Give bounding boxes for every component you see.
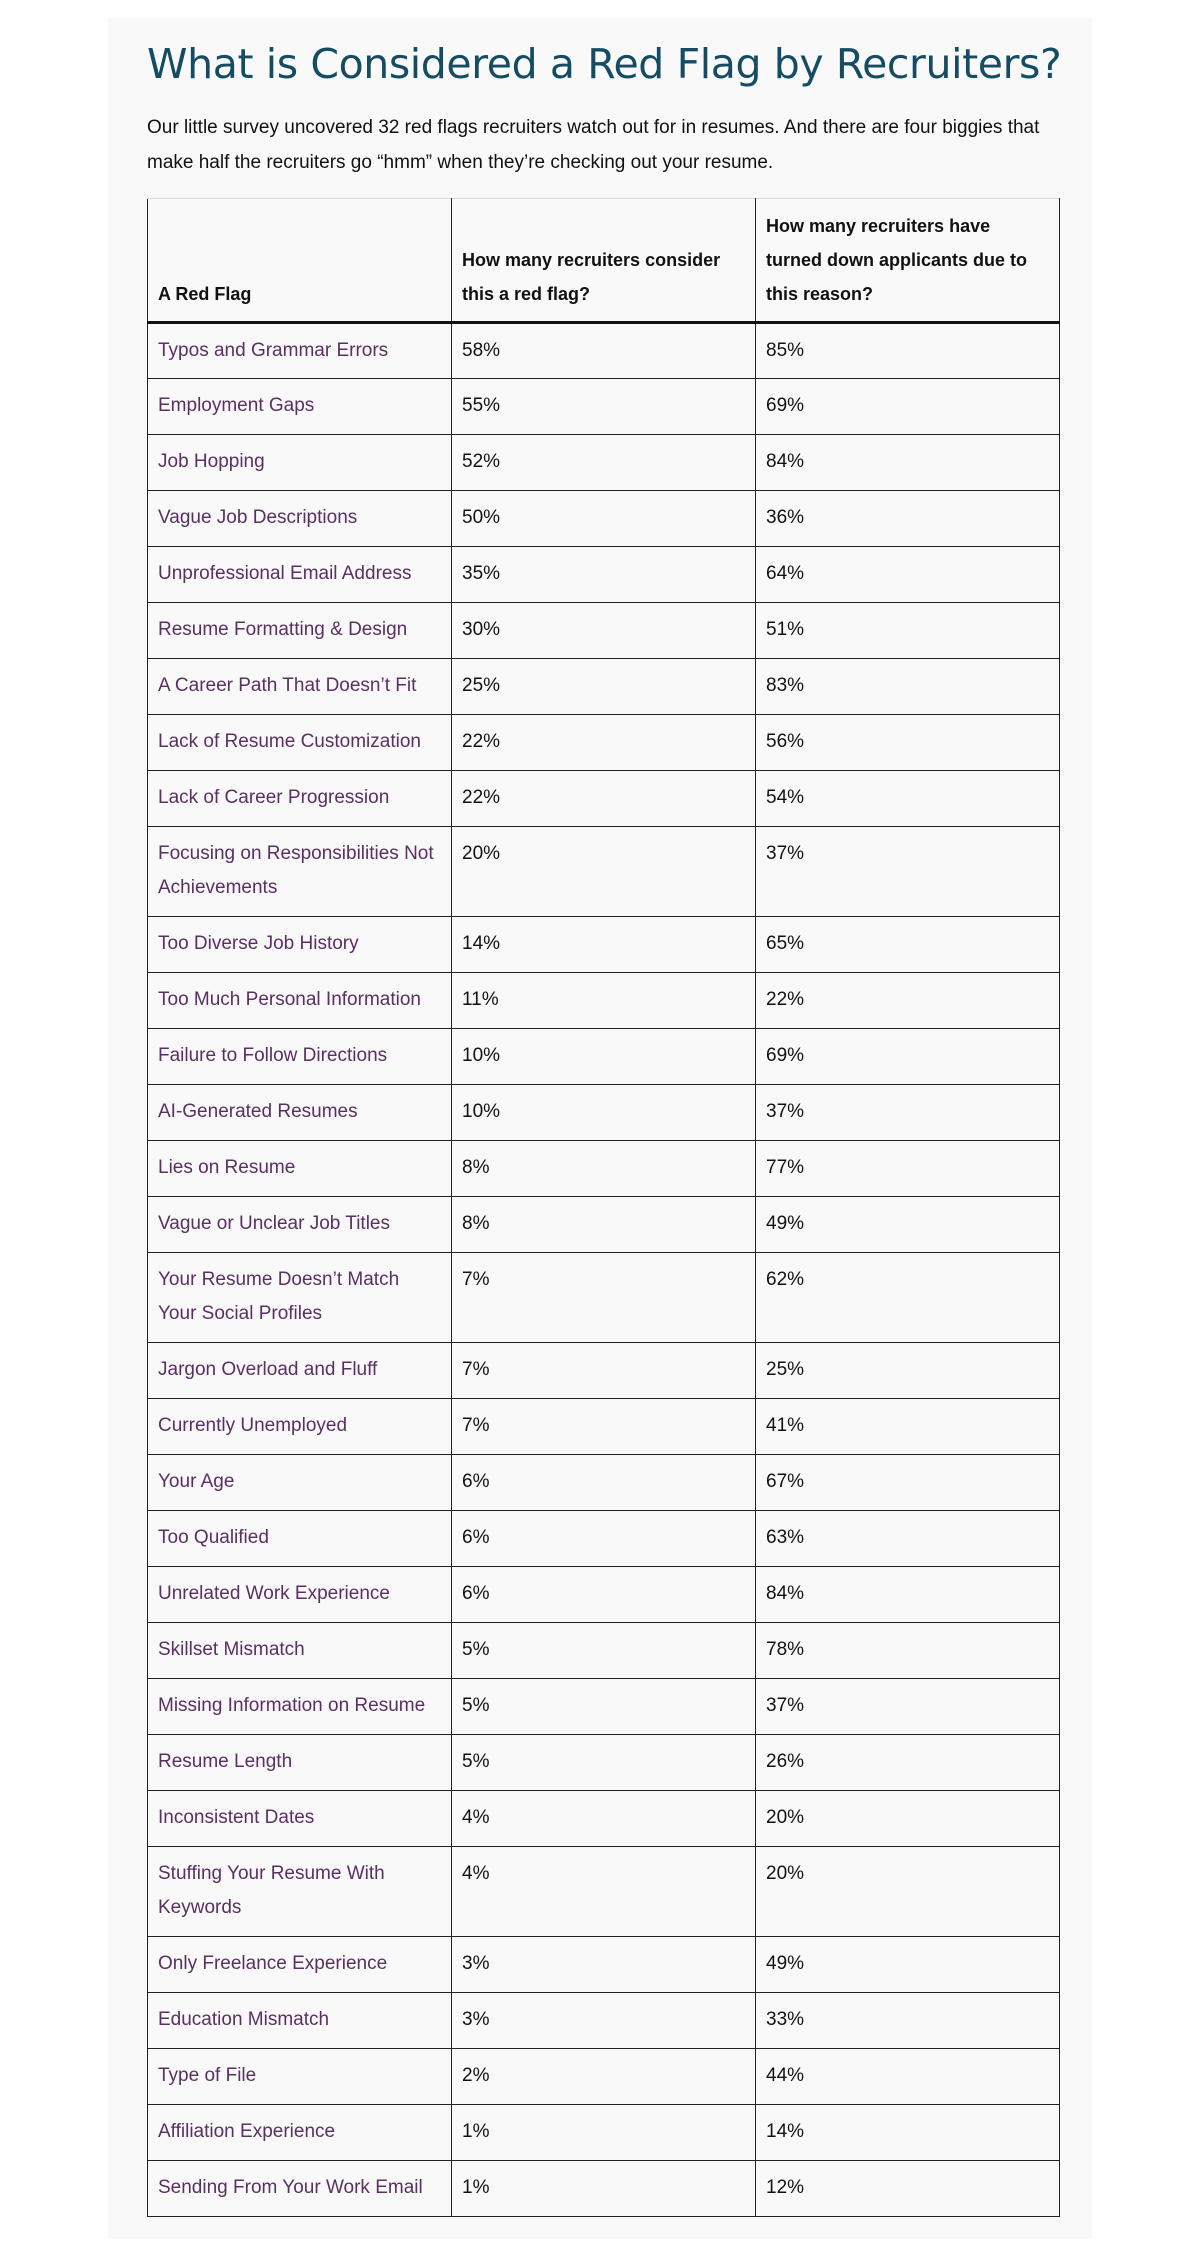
turned-down-percent-cell: 44% <box>756 2049 1060 2105</box>
column-header-consider: How many recruiters consider this a red flag? <box>452 199 756 323</box>
red-flag-cell: Your Resume Doesn’t Match Your Social Profiles <box>148 1253 452 1343</box>
red-flag-cell: Lies on Resume <box>148 1141 452 1197</box>
red-flag-cell: Job Hopping <box>148 435 452 491</box>
red-flag-cell: A Career Path That Doesn’t Fit <box>148 659 452 715</box>
consider-percent-cell: 20% <box>452 827 756 917</box>
consider-percent-cell: 2% <box>452 2049 756 2105</box>
table-row <box>148 435 1060 491</box>
table-row <box>148 1197 1060 1253</box>
turned-down-percent-cell: 49% <box>756 1197 1060 1253</box>
consider-percent-cell: 4% <box>452 1847 756 1937</box>
table-row <box>148 1735 1060 1791</box>
red-flags-table <box>147 198 1060 2217</box>
turned-down-percent-cell: 56% <box>756 715 1060 771</box>
red-flag-cell: Unrelated Work Experience <box>148 1567 452 1623</box>
red-flag-cell: Vague or Unclear Job Titles <box>148 1197 452 1253</box>
turned-down-percent-cell: 84% <box>756 435 1060 491</box>
table-header-row <box>148 199 1060 323</box>
table-row <box>148 323 1060 379</box>
consider-percent-cell: 5% <box>452 1623 756 1679</box>
turned-down-percent-cell: 26% <box>756 1735 1060 1791</box>
table-row <box>148 1029 1060 1085</box>
table-row <box>148 1847 1060 1937</box>
table-row <box>148 827 1060 917</box>
table-row <box>148 1623 1060 1679</box>
consider-percent-cell: 58% <box>452 323 756 379</box>
article-panel <box>108 18 1092 2239</box>
consider-percent-cell: 6% <box>452 1567 756 1623</box>
consider-percent-cell: 7% <box>452 1399 756 1455</box>
table-row <box>148 973 1060 1029</box>
table-row <box>148 1455 1060 1511</box>
table-row <box>148 1343 1060 1399</box>
red-flag-cell: Vague Job Descriptions <box>148 491 452 547</box>
red-flag-cell: Sending From Your Work Email <box>148 2161 452 2217</box>
red-flag-cell: Too Qualified <box>148 1511 452 1567</box>
red-flag-cell: Education Mismatch <box>148 1993 452 2049</box>
turned-down-percent-cell: 20% <box>756 1791 1060 1847</box>
red-flag-cell: Typos and Grammar Errors <box>148 323 452 379</box>
red-flag-cell: Currently Unemployed <box>148 1399 452 1455</box>
consider-percent-cell: 22% <box>452 715 756 771</box>
consider-percent-cell: 4% <box>452 1791 756 1847</box>
consider-percent-cell: 5% <box>452 1735 756 1791</box>
turned-down-percent-cell: 67% <box>756 1455 1060 1511</box>
turned-down-percent-cell: 37% <box>756 1085 1060 1141</box>
red-flag-cell: Only Freelance Experience <box>148 1937 452 1993</box>
red-flag-cell: Too Much Personal Information <box>148 973 452 1029</box>
consider-percent-cell: 52% <box>452 435 756 491</box>
intro-paragraph: Our little survey uncovered 32 red flags recruiters watch out for in resumes. And there are four biggies that make half the recruiters go “hmm” when they’re checking out your resume. <box>147 117 1040 173</box>
turned-down-percent-cell: 62% <box>756 1253 1060 1343</box>
table-row <box>148 2161 1060 2217</box>
red-flag-cell: Lack of Career Progression <box>148 771 452 827</box>
red-flag-cell: Skillset Mismatch <box>148 1623 452 1679</box>
consider-percent-cell: 7% <box>452 1253 756 1343</box>
red-flag-cell: Employment Gaps <box>148 379 452 435</box>
table-row <box>148 379 1060 435</box>
table-row <box>148 1791 1060 1847</box>
red-flag-cell: Lack of Resume Customization <box>148 715 452 771</box>
table-row <box>148 1399 1060 1455</box>
consider-percent-cell: 35% <box>452 547 756 603</box>
table-row <box>148 771 1060 827</box>
table-row <box>148 603 1060 659</box>
turned-down-percent-cell: 22% <box>756 973 1060 1029</box>
consider-percent-cell: 5% <box>452 1679 756 1735</box>
turned-down-percent-cell: 37% <box>756 1679 1060 1735</box>
consider-percent-cell: 10% <box>452 1085 756 1141</box>
table-row <box>148 1993 1060 2049</box>
red-flag-cell: Resume Formatting & Design <box>148 603 452 659</box>
red-flag-cell: Failure to Follow Directions <box>148 1029 452 1085</box>
turned-down-percent-cell: 63% <box>756 1511 1060 1567</box>
table-row <box>148 659 1060 715</box>
red-flag-cell: Your Age <box>148 1455 452 1511</box>
consider-percent-cell: 25% <box>452 659 756 715</box>
table-row <box>148 715 1060 771</box>
consider-percent-cell: 6% <box>452 1511 756 1567</box>
consider-percent-cell: 55% <box>452 379 756 435</box>
turned-down-percent-cell: 51% <box>756 603 1060 659</box>
table-row <box>148 1937 1060 1993</box>
red-flag-cell: Affiliation Experience <box>148 2105 452 2161</box>
table-row <box>148 1511 1060 1567</box>
red-flag-cell: Type of File <box>148 2049 452 2105</box>
red-flag-cell: Unprofessional Email Address <box>148 547 452 603</box>
turned-down-percent-cell: 83% <box>756 659 1060 715</box>
consider-percent-cell: 22% <box>452 771 756 827</box>
table-row <box>148 917 1060 973</box>
consider-percent-cell: 3% <box>452 1937 756 1993</box>
table-row <box>148 1085 1060 1141</box>
table-row <box>148 2049 1060 2105</box>
consider-percent-cell: 10% <box>452 1029 756 1085</box>
red-flag-cell: Missing Information on Resume <box>148 1679 452 1735</box>
turned-down-percent-cell: 85% <box>756 323 1060 379</box>
consider-percent-cell: 8% <box>452 1141 756 1197</box>
column-header-turned-down: How many recruiters have turned down applicants due to this reason? <box>756 199 1060 323</box>
column-header-red-flag: A Red Flag <box>148 199 452 323</box>
table-body <box>148 323 1060 2217</box>
red-flag-cell: Focusing on Responsibilities Not Achievements <box>148 827 452 917</box>
page-title: What is Considered a Red Flag by Recruiters? <box>147 40 1062 88</box>
turned-down-percent-cell: 54% <box>756 771 1060 827</box>
consider-percent-cell: 1% <box>452 2161 756 2217</box>
turned-down-percent-cell: 69% <box>756 379 1060 435</box>
red-flag-cell: Resume Length <box>148 1735 452 1791</box>
turned-down-percent-cell: 25% <box>756 1343 1060 1399</box>
turned-down-percent-cell: 65% <box>756 917 1060 973</box>
consider-percent-cell: 7% <box>452 1343 756 1399</box>
table-row <box>148 2105 1060 2161</box>
red-flag-cell: AI-Generated Resumes <box>148 1085 452 1141</box>
red-flag-cell: Too Diverse Job History <box>148 917 452 973</box>
table-row <box>148 547 1060 603</box>
turned-down-percent-cell: 78% <box>756 1623 1060 1679</box>
table-row <box>148 1141 1060 1197</box>
turned-down-percent-cell: 77% <box>756 1141 1060 1197</box>
turned-down-percent-cell: 14% <box>756 2105 1060 2161</box>
turned-down-percent-cell: 36% <box>756 491 1060 547</box>
table-row <box>148 1253 1060 1343</box>
table-row <box>148 491 1060 547</box>
table-row <box>148 1679 1060 1735</box>
consider-percent-cell: 30% <box>452 603 756 659</box>
red-flag-cell: Jargon Overload and Fluff <box>148 1343 452 1399</box>
turned-down-percent-cell: 64% <box>756 547 1060 603</box>
consider-percent-cell: 3% <box>452 1993 756 2049</box>
turned-down-percent-cell: 41% <box>756 1399 1060 1455</box>
consider-percent-cell: 8% <box>452 1197 756 1253</box>
turned-down-percent-cell: 69% <box>756 1029 1060 1085</box>
turned-down-percent-cell: 84% <box>756 1567 1060 1623</box>
table-row <box>148 1567 1060 1623</box>
consider-percent-cell: 1% <box>452 2105 756 2161</box>
turned-down-percent-cell: 37% <box>756 827 1060 917</box>
red-flag-cell: Stuffing Your Resume With Keywords <box>148 1847 452 1937</box>
consider-percent-cell: 6% <box>452 1455 756 1511</box>
consider-percent-cell: 14% <box>452 917 756 973</box>
consider-percent-cell: 50% <box>452 491 756 547</box>
turned-down-percent-cell: 33% <box>756 1993 1060 2049</box>
red-flag-cell: Inconsistent Dates <box>148 1791 452 1847</box>
turned-down-percent-cell: 12% <box>756 2161 1060 2217</box>
turned-down-percent-cell: 49% <box>756 1937 1060 1993</box>
turned-down-percent-cell: 20% <box>756 1847 1060 1937</box>
consider-percent-cell: 11% <box>452 973 756 1029</box>
